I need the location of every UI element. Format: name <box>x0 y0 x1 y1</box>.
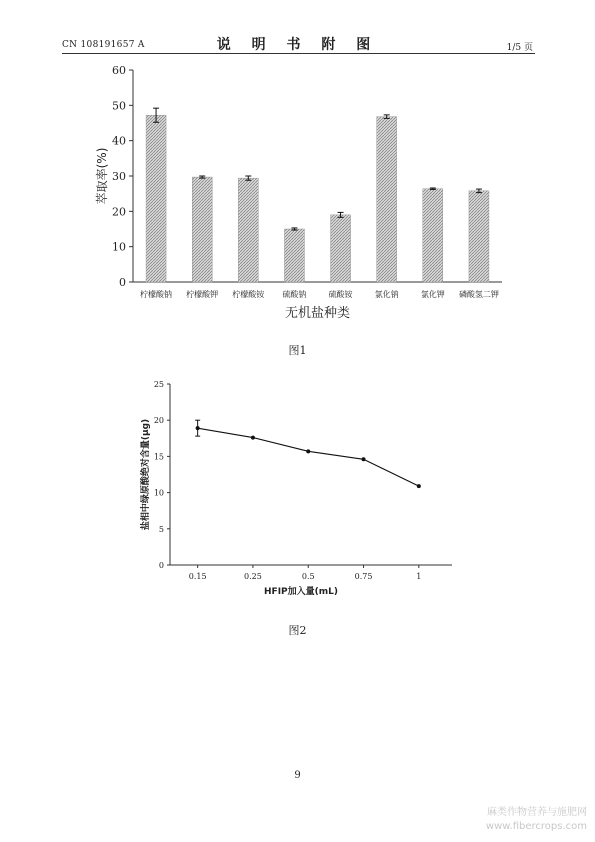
figure-2-caption: 图2 <box>288 624 307 637</box>
y-tick-label: 60 <box>112 64 126 77</box>
watermark <box>486 806 587 834</box>
x-tick-label: 0.15 <box>188 572 207 581</box>
x-tick-label: 0.75 <box>354 572 373 581</box>
x-tick-label: 硫酸铵 <box>328 290 353 299</box>
x-tick-label: 0.5 <box>301 572 315 581</box>
y-tick-label: 50 <box>112 99 126 113</box>
data-point <box>417 484 421 488</box>
page-indicator: 1/5 页 <box>506 43 533 53</box>
y-tick-label: 15 <box>153 452 164 462</box>
x-tick-label: 柠檬酸钠 <box>140 290 173 299</box>
data-point <box>306 449 310 453</box>
figure-1-caption: 图1 <box>288 344 307 357</box>
y-tick-label: 40 <box>112 134 126 148</box>
x-tick-label: 硫酸钠 <box>282 290 307 299</box>
y-tick-label: 10 <box>153 488 164 498</box>
y-tick-label: 25 <box>153 380 164 389</box>
data-point <box>362 457 366 461</box>
x-tick-label: 0.25 <box>244 572 262 581</box>
document-number: CN 108191657 A <box>62 40 145 50</box>
y-tick-label: 10 <box>112 240 126 254</box>
y-tick-label: 20 <box>112 205 126 219</box>
x-tick-label: 磷酸氢二钾 <box>458 290 499 299</box>
x-axis-label: 无机盐种类 <box>284 306 351 321</box>
watermark-line-1: 麻类作物营养与施肥网 <box>487 807 587 818</box>
y-tick-label: 30 <box>112 170 126 183</box>
y-axis-label: 萃取率(%) <box>95 147 109 205</box>
y-tick-label: 5 <box>158 524 164 534</box>
watermark-line-2: www.fibercrops.com <box>485 821 587 832</box>
x-axis-label: HFIP加入量(mL) <box>264 587 338 597</box>
page-number: 9 <box>294 770 301 781</box>
x-tick-label: 柠檬酸钾 <box>186 290 219 299</box>
series-line <box>198 428 419 486</box>
x-tick-label: 氯化钠 <box>374 290 399 299</box>
x-tick-label: 1 <box>416 572 422 581</box>
data-point <box>251 436 255 440</box>
x-tick-label: 柠檬酸铵 <box>232 290 265 299</box>
page-title: 说 明 书 附 图 <box>216 37 379 53</box>
y-axis-label: 盐相中绿原酸绝对含量(μg) <box>141 418 151 531</box>
x-tick-label: 氯化钾 <box>420 290 445 299</box>
y-tick-label: 0 <box>119 276 126 289</box>
y-tick-label: 0 <box>158 561 164 570</box>
y-tick-label: 20 <box>153 416 164 426</box>
